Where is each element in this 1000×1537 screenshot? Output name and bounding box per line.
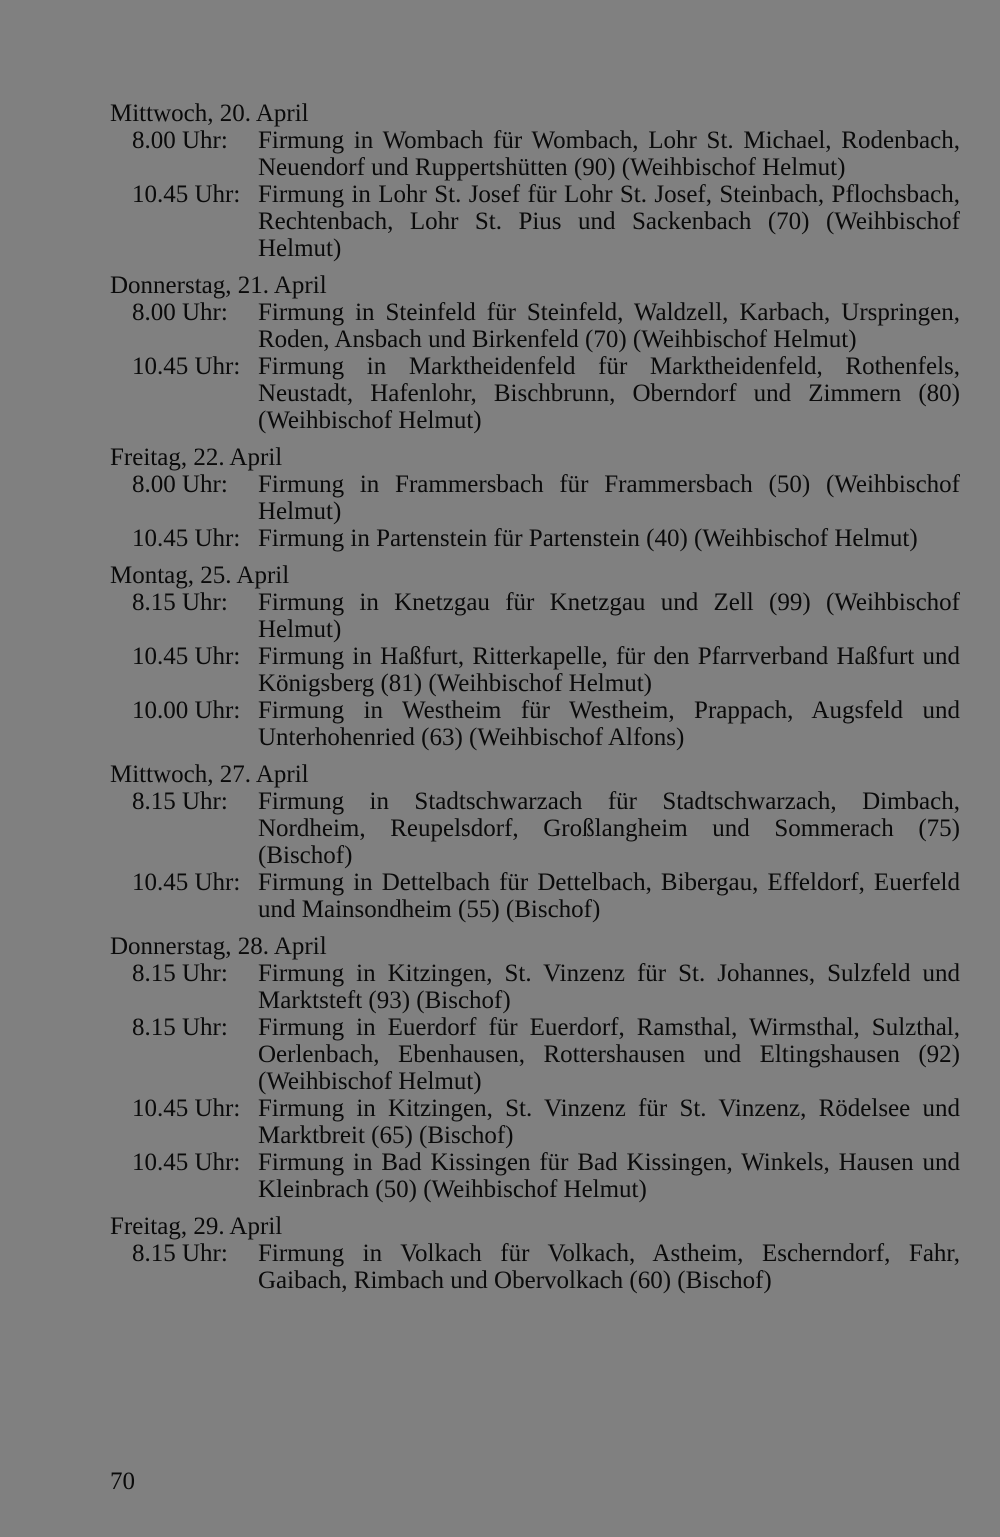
event-time: 8.15 Uhr: <box>132 960 228 987</box>
day-title: Freitag, 22. April <box>110 444 283 471</box>
event-row <box>110 643 960 697</box>
day-title: Mittwoch, 27. April <box>110 761 309 788</box>
event-row <box>110 589 960 643</box>
day-block <box>110 562 960 751</box>
day-title: Montag, 25. April <box>110 562 290 589</box>
day-block <box>110 1213 960 1294</box>
day-block <box>110 933 960 1203</box>
event-time: 8.15 Uhr: <box>132 788 228 815</box>
event-row <box>110 471 960 525</box>
page-number: 70 <box>110 1468 135 1495</box>
event-description: Firmung in Kitzingen, St. Vinzenz für St. Vinzenz, Rödelsee und Marktbreit (65) (Bischof) <box>258 1095 960 1149</box>
event-row <box>110 181 960 262</box>
event-row <box>110 127 960 181</box>
event-time: 8.00 Uhr: <box>132 471 228 498</box>
event-time: 10.45 Uhr: <box>132 643 241 670</box>
event-time: 10.00 Uhr: <box>132 697 241 724</box>
event-time: 10.45 Uhr: <box>132 181 241 208</box>
day-block <box>110 761 960 923</box>
event-row <box>110 1014 960 1095</box>
day-block <box>110 100 960 262</box>
event-description: Firmung in Haßfurt, Ritterkapelle, für den Pfarrverband Haßfurt und Königsberg (81) (Weihbischof Helmut) <box>258 643 960 697</box>
event-description: Firmung in Euerdorf für Euerdorf, Ramsthal, Wirmsthal, Sulzthal, Oerlenbach, Ebenhausen, Rottershausen und Eltingshausen (92) (Weihbischof Helmut) <box>258 1014 960 1095</box>
event-description: Firmung in Partenstein für Partenstein (40) (Weihbischof Helmut) <box>258 525 918 552</box>
event-row <box>110 697 960 751</box>
event-row <box>110 869 960 923</box>
event-description: Firmung in Wombach für Wombach, Lohr St. Michael, Rodenbach, Neuendorf und Ruppertshütten (90) (Weihbischof Helmut) <box>258 127 960 181</box>
event-description: Firmung in Bad Kissingen für Bad Kissingen, Winkels, Hausen und Kleinbrach (50) (Weihbischof Helmut) <box>258 1149 960 1203</box>
event-time: 8.15 Uhr: <box>132 589 228 616</box>
event-description: Firmung in Kitzingen, St. Vinzenz für St. Johannes, Sulzfeld und Marktsteft (93) (Bischof) <box>258 960 960 1014</box>
event-time: 10.45 Uhr: <box>132 869 241 896</box>
day-title: Donnerstag, 28. April <box>110 933 327 960</box>
event-time: 10.45 Uhr: <box>132 353 241 380</box>
event-row <box>110 1149 960 1203</box>
event-time: 8.15 Uhr: <box>132 1240 228 1267</box>
event-time: 8.15 Uhr: <box>132 1014 228 1041</box>
event-description: Firmung in Westheim für Westheim, Prappach, Augsfeld und Unterhohenried (63) (Weihbischof Alfons) <box>258 697 960 751</box>
day-title: Freitag, 29. April <box>110 1213 283 1240</box>
event-row <box>110 525 960 552</box>
event-row <box>110 1095 960 1149</box>
event-description: Firmung in Volkach für Volkach, Astheim, Escherndorf, Fahr, Gaibach, Rimbach und Obervolkach (60) (Bischof) <box>258 1240 960 1294</box>
event-row <box>110 353 960 434</box>
event-row <box>110 788 960 869</box>
event-description: Firmung in Knetzgau für Knetzgau und Zell (99) (Weihbischof Helmut) <box>258 589 960 643</box>
event-time: 10.45 Uhr: <box>132 1149 241 1176</box>
event-description: Firmung in Frammersbach für Frammersbach (50) (Weihbischof Helmut) <box>258 471 960 525</box>
day-block <box>110 444 960 552</box>
day-block <box>110 272 960 434</box>
event-description: Firmung in Steinfeld für Steinfeld, Waldzell, Karbach, Urspringen, Roden, Ansbach und Birkenfeld (70) (Weihbischof Helmut) <box>258 299 960 353</box>
event-time: 10.45 Uhr: <box>132 1095 241 1122</box>
event-description: Firmung in Dettelbach für Dettelbach, Bibergau, Effeldorf, Euerfeld und Mainsondheim (55) (Bischof) <box>258 869 960 923</box>
event-description: Firmung in Marktheidenfeld für Marktheidenfeld, Rothenfels, Neustadt, Hafenlohr, Bischbrunn, Oberndorf und Zimmern (80) (Weihbischof Helmut) <box>258 353 960 434</box>
schedule <box>110 100 960 1294</box>
event-time: 10.45 Uhr: <box>132 525 241 552</box>
event-time: 8.00 Uhr: <box>132 299 228 326</box>
event-row <box>110 299 960 353</box>
day-title: Mittwoch, 20. April <box>110 100 309 127</box>
event-description: Firmung in Lohr St. Josef für Lohr St. Josef, Steinbach, Pflochsbach, Rechtenbach, Lohr St. Pius und Sackenbach (70) (Weihbischof Helmut) <box>258 181 960 262</box>
event-row <box>110 960 960 1014</box>
event-description: Firmung in Stadtschwarzach für Stadtschwarzach, Dimbach, Nordheim, Reupelsdorf, Großlangheim und Sommerach (75) (Bischof) <box>258 788 960 869</box>
day-title: Donnerstag, 21. April <box>110 272 327 299</box>
event-time: 8.00 Uhr: <box>132 127 228 154</box>
event-row <box>110 1240 960 1294</box>
